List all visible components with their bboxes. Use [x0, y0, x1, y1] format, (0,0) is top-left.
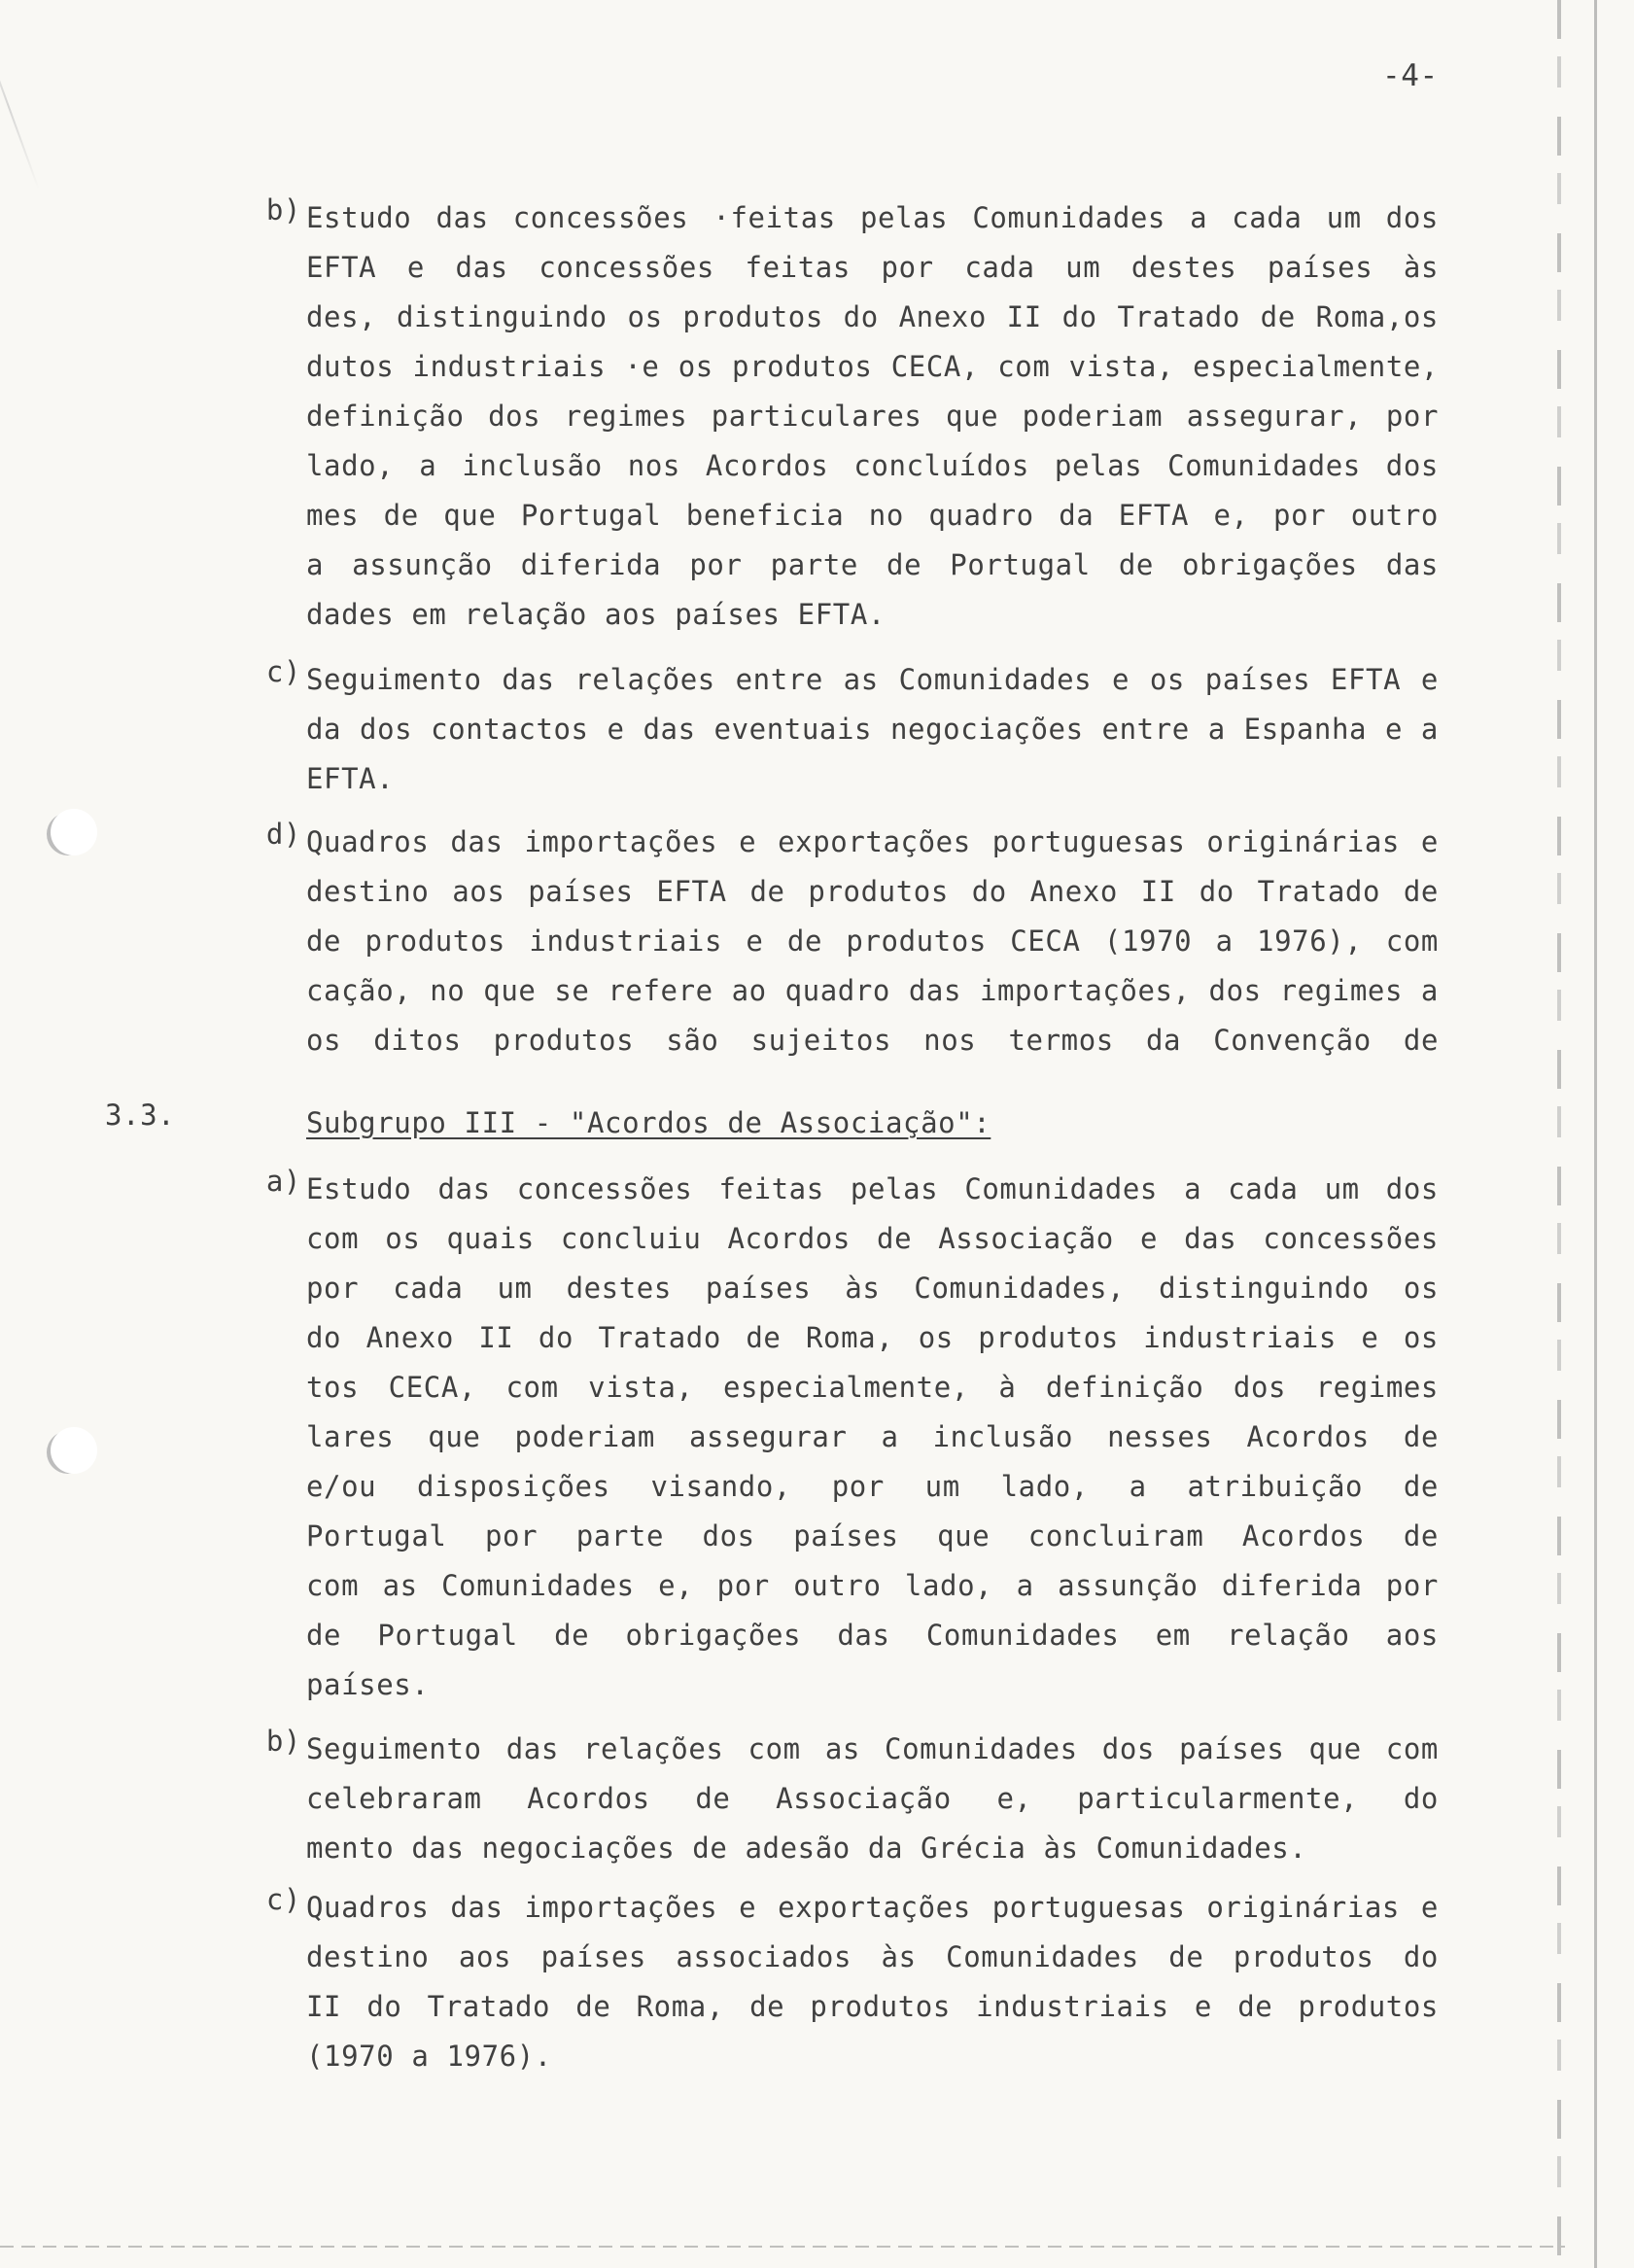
text-line: Estudo das concessões feitas pelas Comunidades a cada um dos — [306, 1172, 1439, 1205]
scan-edge-outer — [1594, 0, 1597, 2268]
text-line: des, distinguindo os produtos do Anexo II do Tratado de Roma,os — [306, 300, 1439, 333]
scan-edge-inner — [1557, 0, 1561, 2268]
item-marker-b-association: b) — [265, 1725, 301, 1758]
text-line: destino aos países associados às Comunidades de produtos do — [306, 1940, 1439, 1973]
paper-fold-mark — [0, 24, 40, 190]
item-marker-c-association: c) — [265, 1883, 301, 1916]
text-line: celebraram Acordos de Associação e, particularmente, do — [306, 1782, 1439, 1815]
item-marker-a: a) — [265, 1165, 301, 1198]
section-heading — [306, 1099, 1439, 1148]
text-line: mes de que Portugal beneficia no quadro da EFTA e, por outro — [306, 499, 1439, 532]
text-line: Estudo das concessões ·feitas pelas Comunidades a cada um dos — [306, 201, 1439, 234]
text-line: II do Tratado de Roma, de produtos industriais e de produtos — [306, 1990, 1439, 2023]
text-line: por cada um destes países às Comunidades, distinguindo os — [306, 1272, 1439, 1305]
paragraph-c-association-trade-tables — [306, 1883, 1439, 2081]
text-line: Seguimento das relações entre as Comunidades e os países EFTA e — [306, 663, 1439, 696]
paragraph-b-association-relations — [306, 1725, 1439, 1873]
text-line: de Portugal de obrigações das Comunidades em relação aos — [306, 1619, 1439, 1652]
scan-edge-bottom — [0, 2246, 1565, 2248]
text-line: dutos industriais ·e os produtos CECA, com vista, especialmente, — [306, 350, 1439, 383]
text-line: da dos contactos e das eventuais negociações entre a Espanha e a — [306, 713, 1439, 746]
item-marker-d: d) — [265, 818, 301, 851]
item-marker-c: c) — [265, 655, 301, 688]
text-line: Quadros das importações e exportações portuguesas originárias e — [306, 1891, 1439, 1924]
text-line: Seguimento das relações com as Comunidades dos países que com — [306, 1732, 1439, 1765]
text-line: lado, a inclusão nos Acordos concluídos pelas Comunidades dos — [306, 449, 1439, 482]
text-line: e/ou disposições visando, por um lado, a atribuição de — [306, 1470, 1439, 1503]
text-line: tos CECA, com vista, especialmente, à definição dos regimes — [306, 1371, 1439, 1404]
text-line: Portugal por parte dos países que concluiram Acordos de — [306, 1519, 1439, 1553]
text-line: cação, no que se refere ao quadro das importações, dos regimes a — [306, 974, 1439, 1007]
punch-hole-upper — [51, 809, 97, 855]
text-line: destino aos países EFTA de produtos do Anexo II do Tratado de — [306, 875, 1439, 908]
text-line: definição dos regimes particulares que poderiam assegurar, por — [306, 400, 1439, 433]
text-line: (1970 a 1976). — [306, 2040, 552, 2073]
text-line: do Anexo II do Tratado de Roma, os produtos industriais e os — [306, 1321, 1439, 1354]
paragraph-a-association-concessions — [306, 1165, 1439, 1710]
item-marker-b: b) — [265, 193, 301, 227]
text-line: com as Comunidades e, por outro lado, a assunção diferida por — [306, 1569, 1439, 1602]
paragraph-d-efta-trade-tables — [306, 818, 1439, 1065]
section-heading-text: Subgrupo III - "Acordos de Associação": — [306, 1106, 991, 1139]
text-line: EFTA e das concessões feitas por cada um destes países às — [306, 251, 1439, 284]
text-line: dades em relação aos países EFTA. — [306, 598, 886, 631]
paragraph-b-efta-concessions — [306, 193, 1439, 640]
text-line: de produtos industriais e de produtos CECA (1970 a 1976), com — [306, 925, 1439, 958]
text-line: Quadros das importações e exportações portuguesas originárias e — [306, 825, 1439, 858]
text-line: a assunção diferida por parte de Portugal de obrigações das — [306, 548, 1439, 581]
paragraph-c-efta-relations — [306, 655, 1439, 804]
text-line: mento das negociações de adesão da Grécia às Comunidades. — [306, 1832, 1307, 1865]
text-line: EFTA. — [306, 762, 395, 795]
text-line: países. — [306, 1668, 430, 1701]
text-line: lares que poderiam assegurar a inclusão nesses Acordos de — [306, 1420, 1439, 1453]
page-number: -4- — [1382, 58, 1439, 93]
text-line: com os quais concluiu Acordos de Associação e das concessões — [306, 1222, 1439, 1255]
text-line: os ditos produtos são sujeitos nos termos da Convenção de — [306, 1024, 1439, 1057]
punch-hole-lower — [51, 1427, 97, 1474]
section-number: 3.3. — [105, 1099, 176, 1132]
